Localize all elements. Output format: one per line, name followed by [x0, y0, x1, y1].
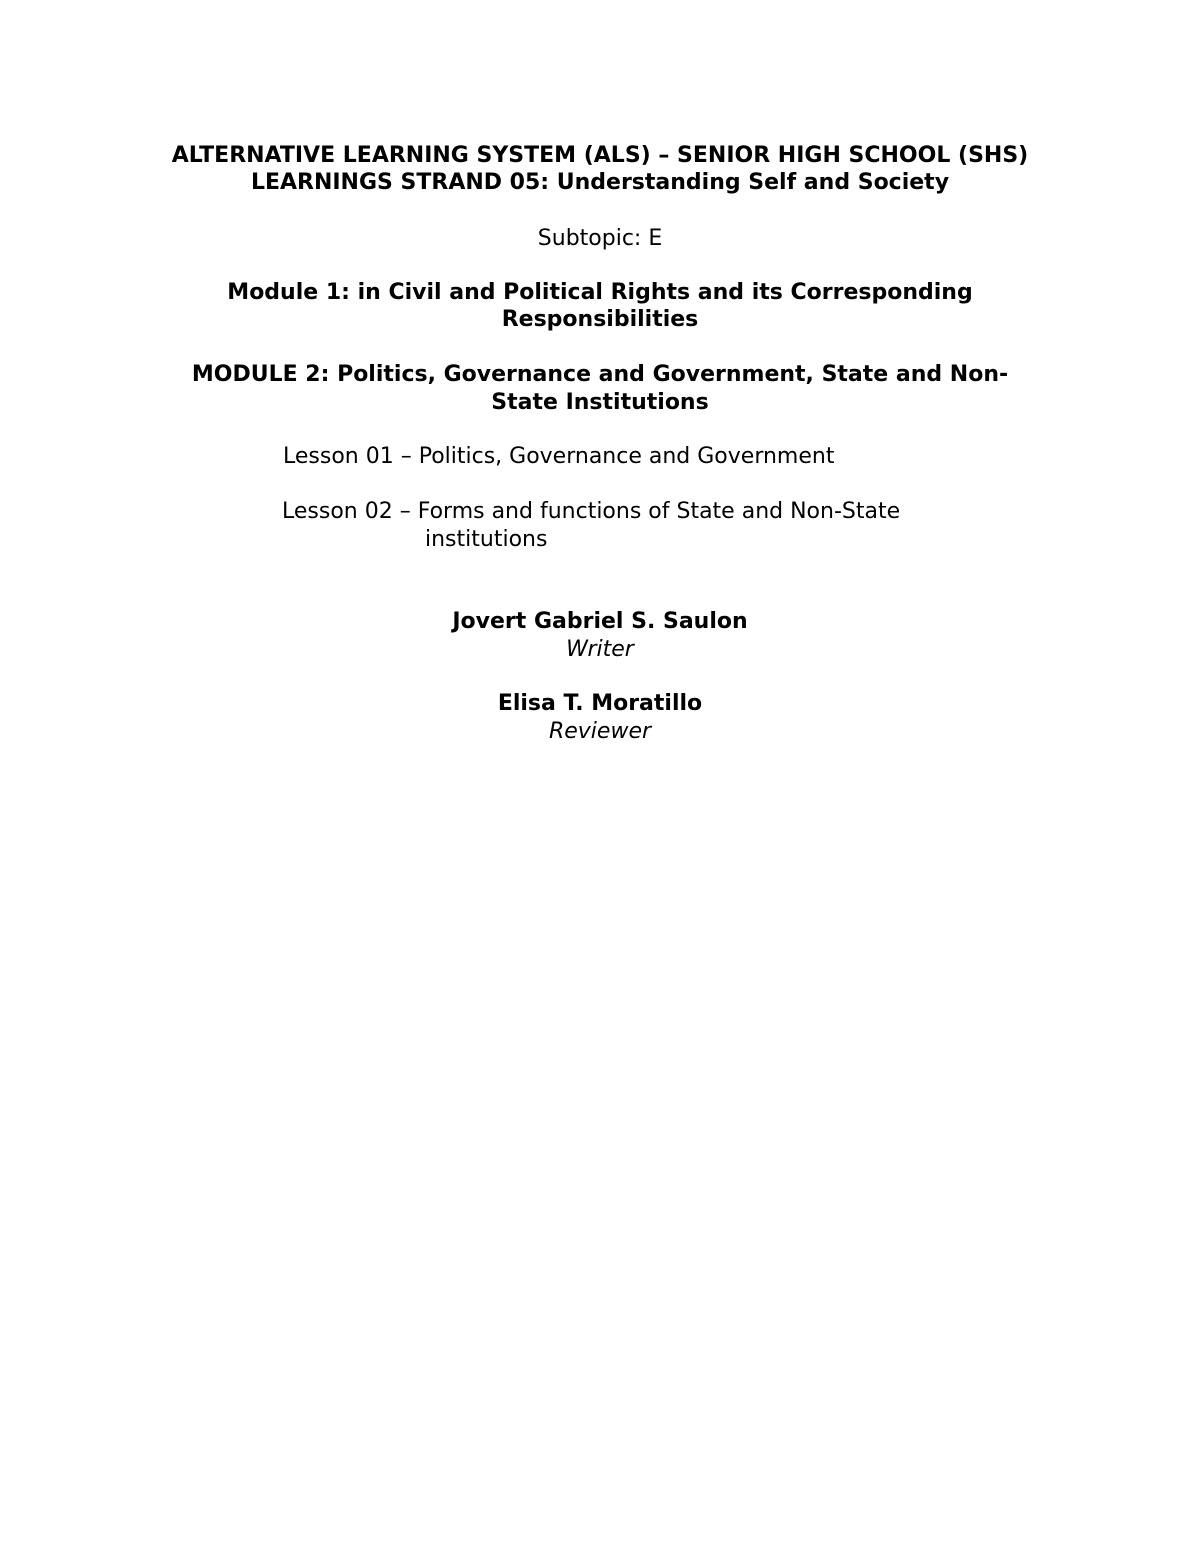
subtopic: Subtopic: E	[537, 226, 663, 251]
writer-role: Writer	[566, 637, 634, 662]
reviewer-role: Reviewer	[548, 719, 652, 744]
writer-name: Jovert Gabriel S. Saulon	[452, 609, 748, 634]
header-title-line-2: LEARNINGS STRAND 05: Understanding Self and Society	[250, 170, 950, 195]
module-1-title-line-1: Module 1: in Civil and Political Rights and its Corresponding	[227, 280, 973, 305]
lesson-2-line-2: institutions	[425, 527, 548, 552]
module-1-title-line-2: Responsibilities	[501, 307, 699, 332]
reviewer-name: Elisa T. Moratillo	[497, 691, 703, 716]
lesson-2-line-1: Lesson 02 – Forms and functions of State and Non-State	[282, 499, 901, 524]
header-title-line-1: ALTERNATIVE LEARNING SYSTEM (ALS) – SENIOR HIGH SCHOOL (SHS)	[171, 143, 1029, 168]
module-2-title-line-2: State Institutions	[491, 390, 709, 415]
module-2-title-line-1: MODULE 2: Politics, Governance and Government, State and Non-	[191, 362, 1009, 387]
lesson-1: Lesson 01 – Politics, Governance and Government	[283, 444, 835, 469]
